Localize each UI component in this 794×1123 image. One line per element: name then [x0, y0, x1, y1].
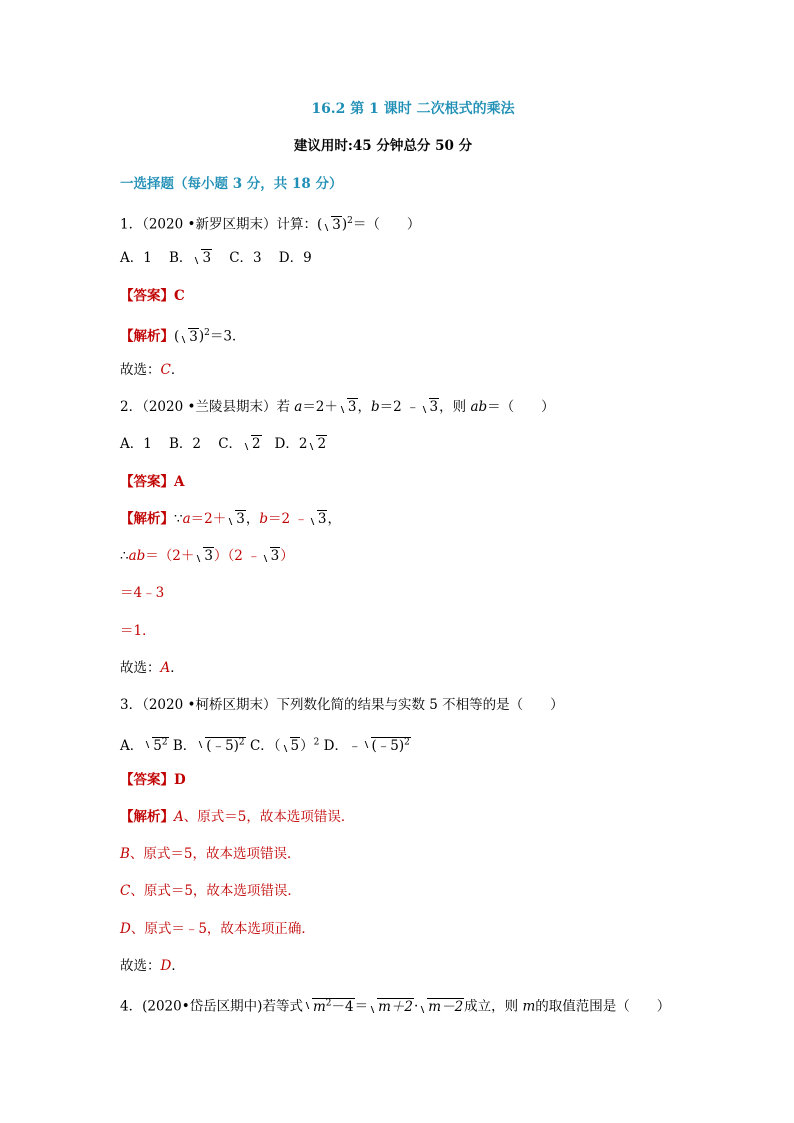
question-1-analysis: 【解析】( 3)$^2$＝3． [120, 328, 246, 345]
question-2-step: ∴ab＝（2＋ 3）（2 ﹣ 3） [120, 548, 294, 564]
option-c: C．（ 5）$^2$ [249, 737, 320, 754]
option-b: B．2 [169, 436, 202, 452]
option-b: B． 3 [169, 250, 212, 266]
option-a: A．1 [120, 250, 152, 266]
question-1: 1．（2020 •新罗区期末）计算：( 3)$^2$＝（ ） [120, 216, 421, 233]
sqrt-symbol: 3 [322, 216, 342, 234]
question-2-options [120, 435, 327, 453]
option-a: A．1 [120, 436, 152, 452]
page-title: 16.2 第 1 课时 二次根式的乘法 [311, 101, 515, 117]
question-3-analysis-line: B、原式＝5，故本选项错误． [120, 846, 301, 862]
question-2: 2．（2020 •兰陵县期末）若 a＝2＋ 3，b＝2 ﹣ 3，则 ab＝（ ） [120, 399, 555, 415]
question-2-step: ＝1． [120, 623, 156, 639]
question-3-options [120, 733, 411, 755]
option-d: D．2 2 [274, 436, 327, 452]
question-3: 3．（2020 •柯桥区期末）下列数化简的结果与实数 5 不相等的是（ ） [120, 697, 564, 713]
question-3-analysis: 【解析】A、原式＝5，故本选项错误． [120, 809, 355, 825]
question-2-analysis: 【解析】∵a＝2＋ 3，b＝2 ﹣ 3， [120, 511, 341, 527]
option-b: B． (﹣5)$^2$ [173, 738, 246, 754]
question-1-answer: 【答案】C [120, 288, 185, 304]
question-2-choose: 故选：A． [120, 660, 184, 676]
question-1-choose: 故选：C． [120, 362, 185, 378]
question-1-options [120, 249, 312, 267]
question-2-step: ＝4﹣3 [120, 585, 165, 601]
question-3-analysis-line: C、原式＝5，故本选项错误． [120, 883, 301, 899]
question-3-choose: 故选：D． [120, 958, 185, 974]
option-d: D．﹣ (﹣5)$^2$ [324, 738, 411, 754]
question-3-answer: 【答案】D [120, 772, 186, 788]
option-a: A． $5^2$ [120, 738, 169, 754]
question-2-answer: 【答案】A [120, 474, 185, 490]
option-d: D．9 [278, 250, 312, 266]
option-c: C．3 [229, 250, 262, 266]
question-4: 4．(2020•岱岳区期中)若等式 $m^2-4= m+2\cdot m-2$成立，则 m的取值范围是（ ） [120, 994, 670, 1016]
question-3-analysis-line: D、原式＝﹣5，故本选项正确． [120, 921, 315, 937]
section-heading: 一选择题（每小题 3 分，共 18 分） [120, 176, 343, 192]
page-subtitle: 建议用时:45 分钟总分 50 分 [293, 138, 473, 154]
option-c: C． 2 [218, 436, 261, 452]
